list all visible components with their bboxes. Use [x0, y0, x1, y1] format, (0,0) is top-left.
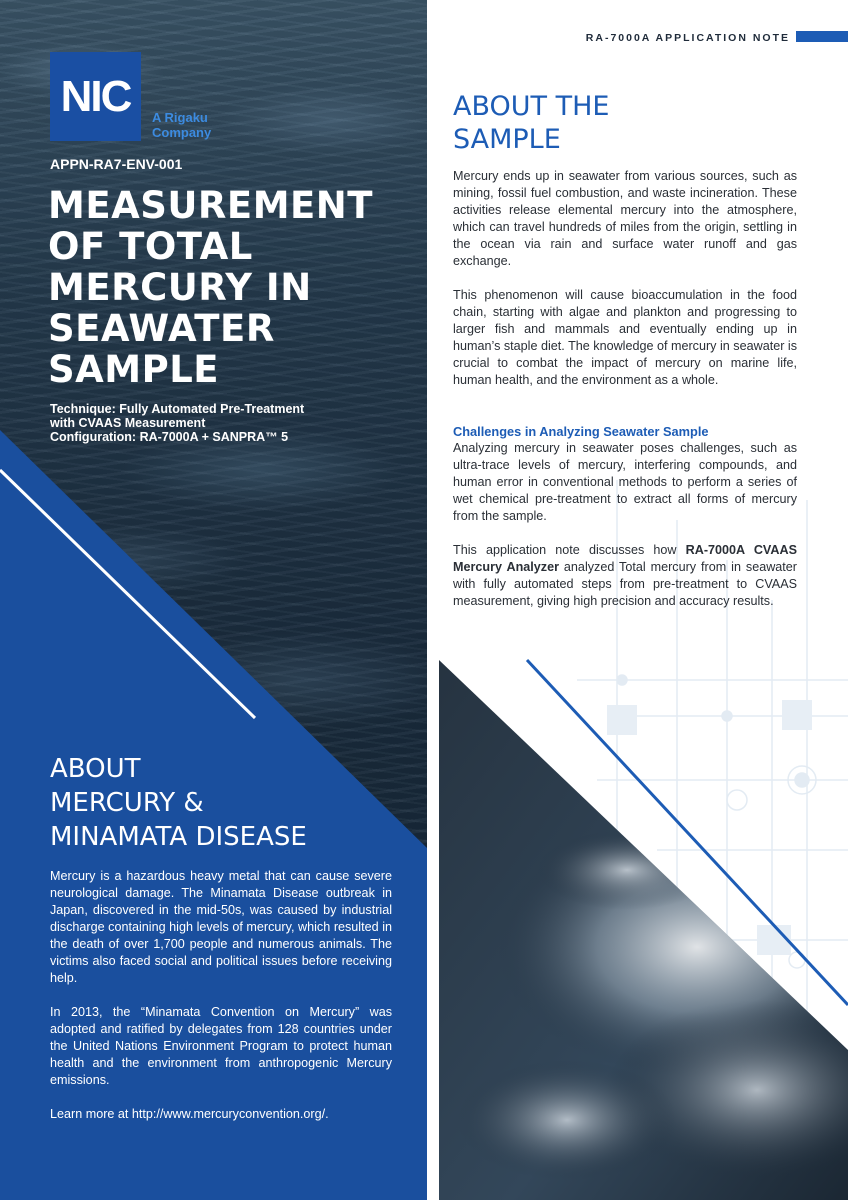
about-mercury-heading: ABOUT MERCURY & MINAMATA DISEASE: [50, 754, 307, 852]
learn-more-link[interactable]: Learn more at http://www.mercuryconvention.org/.: [50, 1107, 329, 1121]
about-mercury-body: [50, 868, 392, 1140]
technique-configuration: Technique: Fully Automated Pre-Treatment with CVAAS Measurement Configuration: RA-7000A + SANPRA™ 5: [50, 402, 305, 444]
discussion-paragraph: This application note discusses how RA-7000A CVAAS Mercury Analyzer analyzed Total mercury from in seawater with fully automated steps from pre-treatment to CVAAS measurement, giving high precision and accuracy results.: [453, 543, 797, 608]
about-sample-body: [453, 168, 797, 627]
challenges-heading: Challenges in Analyzing Seawater Sample: [453, 424, 709, 439]
challenges-paragraph: Analyzing mercury in seawater poses challenges, such as ultra-trace levels of mercury, interfering compounds, and human error in conventional methods to perform a series of wet chemical pre-treatment to extract all forms of mercury from the sample.: [453, 441, 797, 523]
about-sample-heading: ABOUT THE SAMPLE: [453, 91, 610, 155]
analyzer-name: RA-7000A CVAAS Mercury Analyzer: [453, 543, 797, 574]
nic-logo: NIC: [50, 52, 141, 141]
mercury-paragraph: Mercury is a hazardous heavy metal that can cause severe neurological damage. The Minamata Disease outbreak in Japan, discovered in the mid-50s, was caused by industrial discharge containing high levels of mercury, which resulted in the death of over 1,700 people and numerous animals. The victims also faced social and political issues before receiving help.: [50, 869, 392, 985]
header-accent-bar: [796, 31, 848, 42]
document-title: MEASUREMENT OF TOTAL MERCURY IN SEAWATER SAMPLE: [48, 184, 373, 391]
sample-paragraph-1: Mercury ends up in seawater from various sources, such as mining, fossil fuel combustion, and waste incineration. These activities release elemental mercury into the atmosphere, which can travel hundreds of miles from the origin, settling in the ocean via rain and surface water runoff and gas exchange.: [453, 169, 797, 268]
sample-paragraph-2: This phenomenon will cause bioaccumulation in the food chain, starting with algae and plankton and progressing to larger fish and mammals and eventually ending up in human’s staple diet. The knowledge of mercury in seawater is crucial to combat the impact of mercury on marine life, human health, and the environment as a whole.: [453, 288, 797, 387]
convention-paragraph: In 2013, the “Minamata Convention on Mercury” was adopted and ratified by delegates from 128 countries under the United Nations Environment Program to protect human health and the environment from anthropogenic Mercury emissions.: [50, 1005, 392, 1087]
document-code: APPN-RA7-ENV-001: [50, 156, 183, 172]
right-panel: [427, 0, 848, 1200]
logo-tagline: A Rigaku Company: [152, 110, 212, 140]
application-note-label: RA-7000A APPLICATION NOTE: [585, 32, 790, 44]
